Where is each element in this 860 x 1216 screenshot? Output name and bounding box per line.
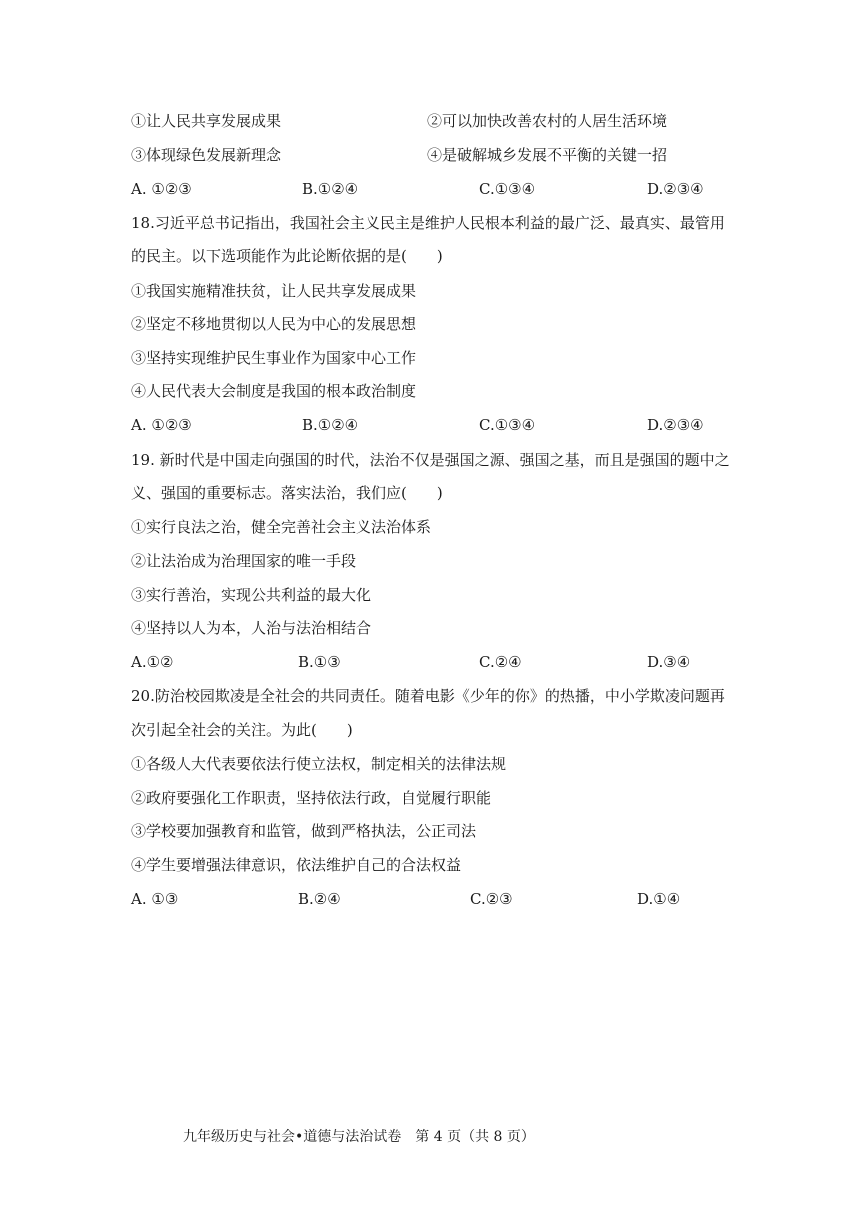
- q19-option-b: B.①③: [298, 653, 341, 671]
- q20-stem-line-2: 次引起全社会的关注。为此( ): [131, 721, 353, 739]
- q19-option-d: D.③④: [647, 653, 691, 671]
- q18-option-d: D.②③④: [647, 416, 704, 434]
- q18-statement-1: ①我国实施精准扶贫，让人民共享发展成果: [131, 282, 417, 300]
- q17-statement-3: ③体现绿色发展新理念: [131, 146, 282, 164]
- q20-option-d: D.①④: [637, 890, 681, 908]
- q18-stem-line-2: 的民主。以下选项能作为此论断依据的是( ): [131, 247, 443, 265]
- q19-statement-4: ④坚持以人为本，人治与法治相结合: [131, 619, 372, 637]
- q19-option-a: A.①②: [131, 653, 174, 671]
- q17-option-d: D.②③④: [647, 180, 704, 198]
- q19-statement-2: ②让法治成为治理国家的唯一手段: [131, 552, 357, 570]
- q18-option-b: B.①②④: [302, 416, 359, 434]
- q20-statement-3: ③学校要加强教育和监管，做到严格执法，公正司法: [131, 822, 477, 840]
- q17-option-a: A. ①②③: [131, 180, 192, 198]
- q18-option-c: C.①③④: [479, 416, 536, 434]
- q17-statement-2: ②可以加快改善农村的人居生活环境: [427, 112, 668, 130]
- q20-option-c: C.②③: [470, 890, 513, 908]
- q18-statement-4: ④人民代表大会制度是我国的根本政治制度: [131, 382, 417, 400]
- q19-statement-1: ①实行良法之治，健全完善社会主义法治体系: [131, 518, 432, 536]
- q20-statement-2: ②政府要强化工作职责，坚持依法行政，自觉履行职能: [131, 789, 492, 807]
- q17-option-c: C.①③④: [479, 180, 536, 198]
- q20-stem-line-1: 20.防治校园欺凌是全社会的共同责任。随着电影《少年的你》的热播，中小学欺凌问题再: [131, 687, 725, 705]
- q17-statement-1: ①让人民共享发展成果: [131, 112, 282, 130]
- q18-stem-line-1: 18.习近平总书记指出，我国社会主义民主是维护人民根本利益的最广泛、最真实、最管用: [131, 214, 725, 232]
- q19-option-c: C.②④: [479, 653, 522, 671]
- q19-stem-line-1: 19. 新时代是中国走向强国的时代，法治不仅是强国之源、强国之基，而且是强国的题中之: [131, 451, 730, 469]
- q18-statement-3: ③坚持实现维护民生事业作为国家中心工作: [131, 349, 417, 367]
- q20-statement-1: ①各级人大代表要依法行使立法权，制定相关的法律法规: [131, 755, 507, 773]
- q18-option-a: A. ①②③: [131, 416, 192, 434]
- q20-option-b: B.②④: [298, 890, 341, 908]
- q20-statement-4: ④学生要增强法律意识，依法维护自己的合法权益: [131, 856, 462, 874]
- q18-statement-2: ②坚定不移地贯彻以人民为中心的发展思想: [131, 315, 417, 333]
- q20-option-a: A. ①③: [131, 890, 179, 908]
- q17-option-b: B.①②④: [302, 180, 359, 198]
- q17-statement-4: ④是破解城乡发展不平衡的关键一招: [427, 146, 668, 164]
- page-footer: 九年级历史与社会•道德与法治试卷 第 4 页（共 8 页）: [183, 1129, 535, 1145]
- q19-stem-line-2: 义、强国的重要标志。落实法治，我们应( ): [131, 484, 443, 502]
- q19-statement-3: ③实行善治，实现公共利益的最大化: [131, 586, 372, 604]
